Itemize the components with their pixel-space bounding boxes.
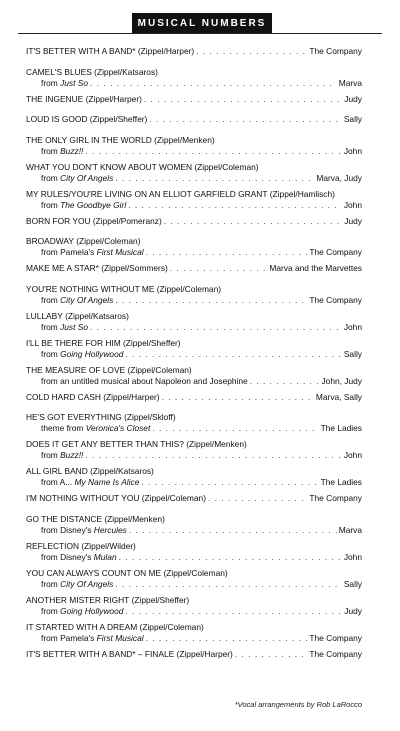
song-title-line <box>26 46 362 57</box>
song-source-line <box>26 579 362 590</box>
song-title: IT STARTED WITH A DREAM <box>26 621 138 632</box>
song-source <box>26 477 139 488</box>
song-entry <box>26 67 362 89</box>
song-entry <box>26 94 362 105</box>
song-source <box>26 173 113 184</box>
song-performer: Marva <box>338 524 362 535</box>
dot-leader <box>90 322 342 333</box>
song-title: HE'S GOT EVERYTHING <box>26 412 122 422</box>
song-credits: (Zippel/Sheffer) <box>123 337 181 348</box>
song-performer: The Ladies <box>320 477 362 487</box>
song-source-line <box>26 322 362 333</box>
song-source <box>26 525 127 536</box>
song-title: REFLECTION <box>26 540 80 551</box>
song-source-line <box>26 78 362 89</box>
song-title: ALL GIRL BAND <box>26 466 88 476</box>
song-performer: Judy <box>344 215 362 226</box>
song-title-line <box>26 514 362 525</box>
song-title-line <box>26 568 362 579</box>
dot-leader <box>115 173 314 184</box>
song-performer: Marva, Judy <box>316 172 362 183</box>
song-title-line <box>26 412 362 423</box>
song-title-line <box>26 284 362 295</box>
song-title-line <box>26 162 362 173</box>
dot-leader <box>144 94 342 105</box>
song-title-line <box>26 311 362 322</box>
song-source-prefix: from an untitled musical about Napoleon and Josephine <box>41 375 248 386</box>
song-source <box>26 552 117 563</box>
song-credits: (Zippel/Coleman) <box>127 364 192 375</box>
song-credits: (Zippel/Coleman) <box>194 161 259 172</box>
song-credits: (Zippel/Wilder) <box>81 540 136 551</box>
song-credits: (Zippel/Sommers) <box>101 263 168 273</box>
song-source-prefix: from <box>41 77 61 88</box>
dot-leader <box>208 493 307 504</box>
song-credits: (Zippel/Sheffer) <box>131 594 190 605</box>
song-entry <box>26 236 362 258</box>
song-source-show: Mulan <box>93 551 117 562</box>
header-rule <box>18 33 382 34</box>
song-source-show: Going Hollywood <box>60 605 124 616</box>
song-credits: (Zippel/Katsaros) <box>90 466 154 476</box>
song-source-show: Hercules <box>93 524 127 535</box>
song-performer: Marva and the Marvettes <box>269 263 362 273</box>
song-title: IT'S BETTER WITH A BAND* – FINALE <box>26 648 175 659</box>
dot-leader <box>85 450 341 461</box>
song-source-line <box>26 423 362 434</box>
dot-leader <box>125 349 341 360</box>
dot-leader <box>85 146 341 157</box>
song-source-line <box>26 477 362 488</box>
song-source-line <box>26 606 362 617</box>
song-title: ANOTHER MISTER RIGHT <box>26 594 130 605</box>
song-entry <box>26 135 362 157</box>
song-performer: Sally <box>343 114 362 124</box>
song-title-line <box>26 338 362 349</box>
song-source <box>26 295 113 306</box>
song-entry <box>26 439 362 461</box>
song-title: COLD HARD CASH <box>26 391 101 402</box>
song-source-prefix: from Disney's <box>41 551 94 562</box>
song-title: DOES IT GET ANY BETTER THAN THIS? <box>26 439 184 449</box>
song-entry <box>26 114 362 125</box>
song-source-prefix: theme from <box>41 423 86 433</box>
song-source <box>26 606 123 617</box>
song-source <box>26 247 144 258</box>
song-source <box>26 376 248 387</box>
song-entry <box>26 392 362 403</box>
song-credits: (Zippel/Coleman) <box>163 567 228 578</box>
song-credits: (Zippel/Coleman) <box>141 493 206 503</box>
song-performer: John, Judy <box>321 375 362 386</box>
song-credits: (Zippel/Harper) <box>103 391 160 402</box>
song-source-show: Just So <box>60 77 89 88</box>
dot-leader <box>164 216 343 227</box>
song-performer: John <box>343 450 362 460</box>
song-performer: John <box>343 321 362 332</box>
song-source-line <box>26 349 362 360</box>
dot-leader <box>146 633 308 644</box>
song-source-prefix: from <box>41 450 61 460</box>
song-title-line <box>26 216 362 227</box>
footnote: *Vocal arrangements by Rob LaRocco <box>234 700 362 709</box>
song-title: IT'S BETTER WITH A BAND* <box>26 46 136 56</box>
song-performer: Marva <box>338 77 362 88</box>
song-source <box>26 146 83 157</box>
song-entry <box>26 649 362 660</box>
song-performer: John <box>343 199 362 210</box>
song-entry <box>26 514 362 536</box>
dot-leader <box>119 552 342 563</box>
dot-leader <box>250 376 320 387</box>
song-performer: The Company <box>309 294 362 305</box>
song-title: LULLABY <box>26 310 63 321</box>
song-source-show: City Of Angels <box>60 294 114 305</box>
song-credits: (Zippel/Menken) <box>154 134 215 145</box>
song-title-line <box>26 114 362 125</box>
song-source-show: First Musical <box>96 632 144 643</box>
song-credits: (Zippel/Coleman) <box>139 621 204 632</box>
song-source <box>26 349 123 360</box>
song-credits: (Zippel/Skloff) <box>124 412 176 422</box>
song-credits: (Zippel/Sheffer) <box>89 114 148 124</box>
song-source-show: Just So <box>60 321 89 332</box>
song-credits: (Zippel/Menken) <box>186 439 247 449</box>
song-credits: (Zippel/Coleman) <box>76 236 141 246</box>
song-credits: (Zippel/Harper) <box>137 46 195 56</box>
song-source-line <box>26 295 362 306</box>
song-source <box>26 322 88 333</box>
song-performer: The Company <box>309 46 362 56</box>
dot-leader <box>152 423 318 434</box>
song-title: YOU'RE NOTHING WITHOUT ME <box>26 283 155 294</box>
song-performer: Sally <box>343 348 362 359</box>
song-source-line <box>26 633 362 644</box>
song-credits: (Zippel/Katsaros) <box>94 66 158 77</box>
song-source-show: My Name Is Alice <box>74 477 140 487</box>
song-entry <box>26 284 362 306</box>
song-title-line <box>26 365 362 376</box>
song-title-line <box>26 135 362 146</box>
song-source-prefix: from A... <box>41 477 75 487</box>
song-performer: John <box>343 145 362 156</box>
song-source <box>26 78 88 89</box>
song-source-prefix: from <box>41 578 61 589</box>
song-title: WHAT YOU DON'T KNOW ABOUT WOMEN <box>26 161 193 172</box>
song-entry <box>26 622 362 644</box>
song-source-prefix: from Pamela's <box>41 247 97 257</box>
song-title-line <box>26 493 362 504</box>
song-entry <box>26 311 362 333</box>
song-credits: (Zippel/Katsaros) <box>65 310 129 321</box>
song-source-line <box>26 247 362 258</box>
song-title-line <box>26 392 362 403</box>
page-title: MUSICAL NUMBERS <box>132 13 272 33</box>
dot-leader <box>128 200 342 211</box>
song-source-show: Veronica's Closet <box>85 423 151 433</box>
song-list <box>26 46 362 669</box>
dot-leader <box>146 247 308 258</box>
song-source-prefix: from <box>41 199 61 210</box>
song-source <box>26 450 83 461</box>
song-title-line <box>26 466 362 477</box>
song-entry <box>26 162 362 184</box>
song-title: CAMEL'S BLUES <box>26 66 92 77</box>
song-credits: (Zippel/Harper) <box>176 648 233 659</box>
song-source-show: First Musical <box>96 247 144 257</box>
song-source-prefix: from Pamela's <box>41 632 97 643</box>
song-source-prefix: from <box>41 348 61 359</box>
song-source-show: City Of Angels <box>60 172 114 183</box>
song-source-prefix: from <box>41 294 61 305</box>
song-source-prefix: from <box>41 605 61 616</box>
song-performer: The Ladies <box>320 423 362 433</box>
song-source-show: Buzz!! <box>60 450 84 460</box>
song-entry <box>26 189 362 211</box>
song-performer: The Company <box>309 632 362 643</box>
song-credits: (Zippel/Coleman) <box>156 283 222 294</box>
song-title-line <box>26 439 362 450</box>
song-source-line <box>26 525 362 536</box>
song-source-line <box>26 146 362 157</box>
song-title: GO THE DISTANCE <box>26 513 103 524</box>
song-entry <box>26 595 362 617</box>
song-title-line <box>26 263 362 274</box>
song-title: THE MEASURE OF LOVE <box>26 364 126 375</box>
song-credits: (Zippel/Menken) <box>104 513 165 524</box>
song-credits: (Zippel/Harper) <box>85 93 142 104</box>
song-source-show: Going Hollywood <box>60 348 124 359</box>
song-entry <box>26 263 362 274</box>
song-performer: The Company <box>309 493 362 503</box>
song-title: LOUD IS GOOD <box>26 114 88 124</box>
song-source-prefix: from <box>41 321 61 332</box>
song-entry <box>26 338 362 360</box>
song-source-line <box>26 552 362 563</box>
song-title-line <box>26 236 362 247</box>
song-credits: (Zippel/Hamlisch) <box>269 188 335 199</box>
song-entry <box>26 493 362 504</box>
song-title: MAKE ME A STAR* <box>26 263 99 273</box>
song-source <box>26 200 126 211</box>
song-source-line <box>26 173 362 184</box>
song-performer: The Company <box>309 247 362 257</box>
song-entry <box>26 541 362 563</box>
song-title: BROADWAY <box>26 236 74 246</box>
song-source-show: The Goodbye Girl <box>60 199 127 210</box>
dot-leader <box>196 46 307 57</box>
song-title: THE ONLY GIRL IN THE WORLD <box>26 134 152 145</box>
song-performer: Judy <box>344 93 362 104</box>
song-title-line <box>26 595 362 606</box>
song-performer: John <box>343 551 362 562</box>
song-entry <box>26 412 362 434</box>
dot-leader <box>162 392 314 403</box>
song-title-line <box>26 541 362 552</box>
song-entry <box>26 466 362 488</box>
song-source <box>26 423 150 434</box>
song-source-line <box>26 200 362 211</box>
song-title: I'LL BE THERE FOR HIM <box>26 337 121 348</box>
dot-leader <box>170 263 268 274</box>
song-source-prefix: from Disney's <box>41 524 94 535</box>
song-title-line <box>26 94 362 105</box>
song-title-line <box>26 189 362 200</box>
song-source-show: City Of Angels <box>60 578 114 589</box>
song-entry <box>26 46 362 57</box>
song-entry <box>26 568 362 590</box>
song-title-line <box>26 649 362 660</box>
song-source-prefix: from <box>41 172 61 183</box>
dot-leader <box>115 579 342 590</box>
dot-leader <box>235 649 308 660</box>
song-performer: Marva, Sally <box>315 391 362 402</box>
song-title-line <box>26 67 362 78</box>
song-performer: The Company <box>309 648 362 659</box>
song-source <box>26 579 113 590</box>
dot-leader <box>90 78 337 89</box>
dot-leader <box>115 295 307 306</box>
dot-leader <box>125 606 342 617</box>
song-entry <box>26 365 362 387</box>
song-title: THE INGENUE <box>26 93 84 104</box>
song-source <box>26 633 144 644</box>
song-source-line <box>26 450 362 461</box>
song-entry <box>26 216 362 227</box>
song-performer: Sally <box>343 578 362 589</box>
song-title: BORN FOR YOU <box>26 215 91 226</box>
song-source-show: Buzz!! <box>60 145 84 156</box>
song-source-prefix: from <box>41 145 61 156</box>
song-title-line <box>26 622 362 633</box>
song-title: I'M NOTHING WITHOUT YOU <box>26 493 140 503</box>
song-performer: Judy <box>344 605 362 616</box>
song-title: MY RULES/YOU'RE LIVING ON AN ELLIOT GARFIELD GRANT <box>26 188 268 199</box>
song-source-line <box>26 376 362 387</box>
song-title: YOU CAN ALWAYS COUNT ON ME <box>26 567 162 578</box>
dot-leader <box>149 114 342 125</box>
dot-leader <box>141 477 318 488</box>
song-credits: (Zippel/Pomeranz) <box>92 215 162 226</box>
dot-leader <box>129 525 337 536</box>
